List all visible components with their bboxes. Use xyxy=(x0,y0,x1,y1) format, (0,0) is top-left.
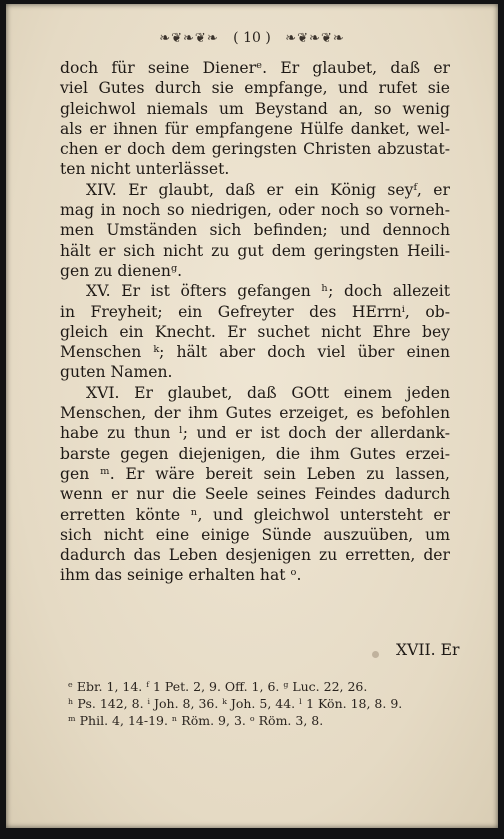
page-number: ( 10 ) xyxy=(233,30,271,46)
text-line: in Freyheit; ein Gefreyter des HErrnⁱ, ob- xyxy=(60,302,450,321)
text-line: wenn er nur die Seele seines Feindes dadurch xyxy=(60,485,450,504)
paragraph-xv-start: XV. Er ist öfters gefangen ʰ; doch allezeit xyxy=(86,282,450,301)
ink-spot xyxy=(372,651,379,658)
text-line: guten Namen. xyxy=(60,363,173,382)
text-line: chen er doch dem geringsten Christen abzustat- xyxy=(60,140,450,159)
text-line: gleich ein Knecht. Er suchet nicht Ehre bey xyxy=(60,322,450,341)
text-line: erretten könte ⁿ, und gleichwol untersteht er xyxy=(60,505,450,524)
text-line: ihm das seinige erhalten hat ᵒ. xyxy=(60,566,302,585)
footnote-line: ᵉ Ebr. 1, 14. ᶠ 1 Pet. 2, 9. Off. 1, 6. ᵍ Luc. 22, 26. xyxy=(68,679,368,694)
text-line: gleichwol niemals um Beystand an, so wenig xyxy=(60,99,450,118)
text-line: barste gegen diejenigen, die ihm Gutes erzei- xyxy=(60,444,450,463)
text-line: ten nicht unterlässet. xyxy=(60,160,230,179)
text-line: doch für seine Dienerᵉ. Er glaubet, daß er xyxy=(60,59,450,77)
text-line: gen zu dienenᵍ. xyxy=(60,261,183,280)
page-header xyxy=(0,30,504,46)
text-line: habe zu thun ˡ; und er ist doch der allerdank- xyxy=(60,424,450,443)
paragraph-xvi-start: XVI. Er glaubet, daß GOtt einem jeden xyxy=(86,383,450,402)
ornament-left: ❧❦❧❦❧ xyxy=(159,31,219,46)
text-line: Menschen ᵏ; hält aber doch viel über einen xyxy=(60,343,450,362)
footnote-line: ʰ Ps. 142, 8. ⁱ Joh. 8, 36. ᵏ Joh. 5, 44. ˡ 1 Kön. 18, 8. 9. xyxy=(68,696,403,711)
text-line: mag in noch so niedrigen, oder noch so vorneh- xyxy=(60,201,450,220)
ornament-right: ❧❦❧❦❧ xyxy=(285,31,345,46)
paragraph-xiv-start: XIV. Er glaubt, daß er ein König seyᶠ, er xyxy=(86,180,450,199)
text-line: viel Gutes durch sie empfange, und rufet sie xyxy=(60,79,450,98)
footnote-line: ᵐ Phil. 4, 14-19. ⁿ Röm. 9, 3. ᵒ Röm. 3, 8. xyxy=(68,713,324,728)
text-line: sich nicht eine einige Sünde auszuüben, um xyxy=(60,525,450,544)
text-line: gen ᵐ. Er wäre bereit sein Leben zu lassen, xyxy=(60,464,450,483)
text-line: als er ihnen für empfangene Hülfe danket, wel- xyxy=(60,119,450,138)
text-line: dadurch das Leben desjenigen zu erretten, der xyxy=(60,546,450,565)
text-line: men Umständen sich befinden; und dennoch xyxy=(60,221,450,240)
text-line: hält er sich nicht zu gut dem geringsten Heili- xyxy=(60,241,450,260)
main-text xyxy=(60,58,450,586)
text-line: Menschen, der ihm Gutes erzeiget, es befohlen xyxy=(60,404,450,423)
catchword: XVII. Er xyxy=(396,641,460,659)
footnotes xyxy=(68,678,458,729)
